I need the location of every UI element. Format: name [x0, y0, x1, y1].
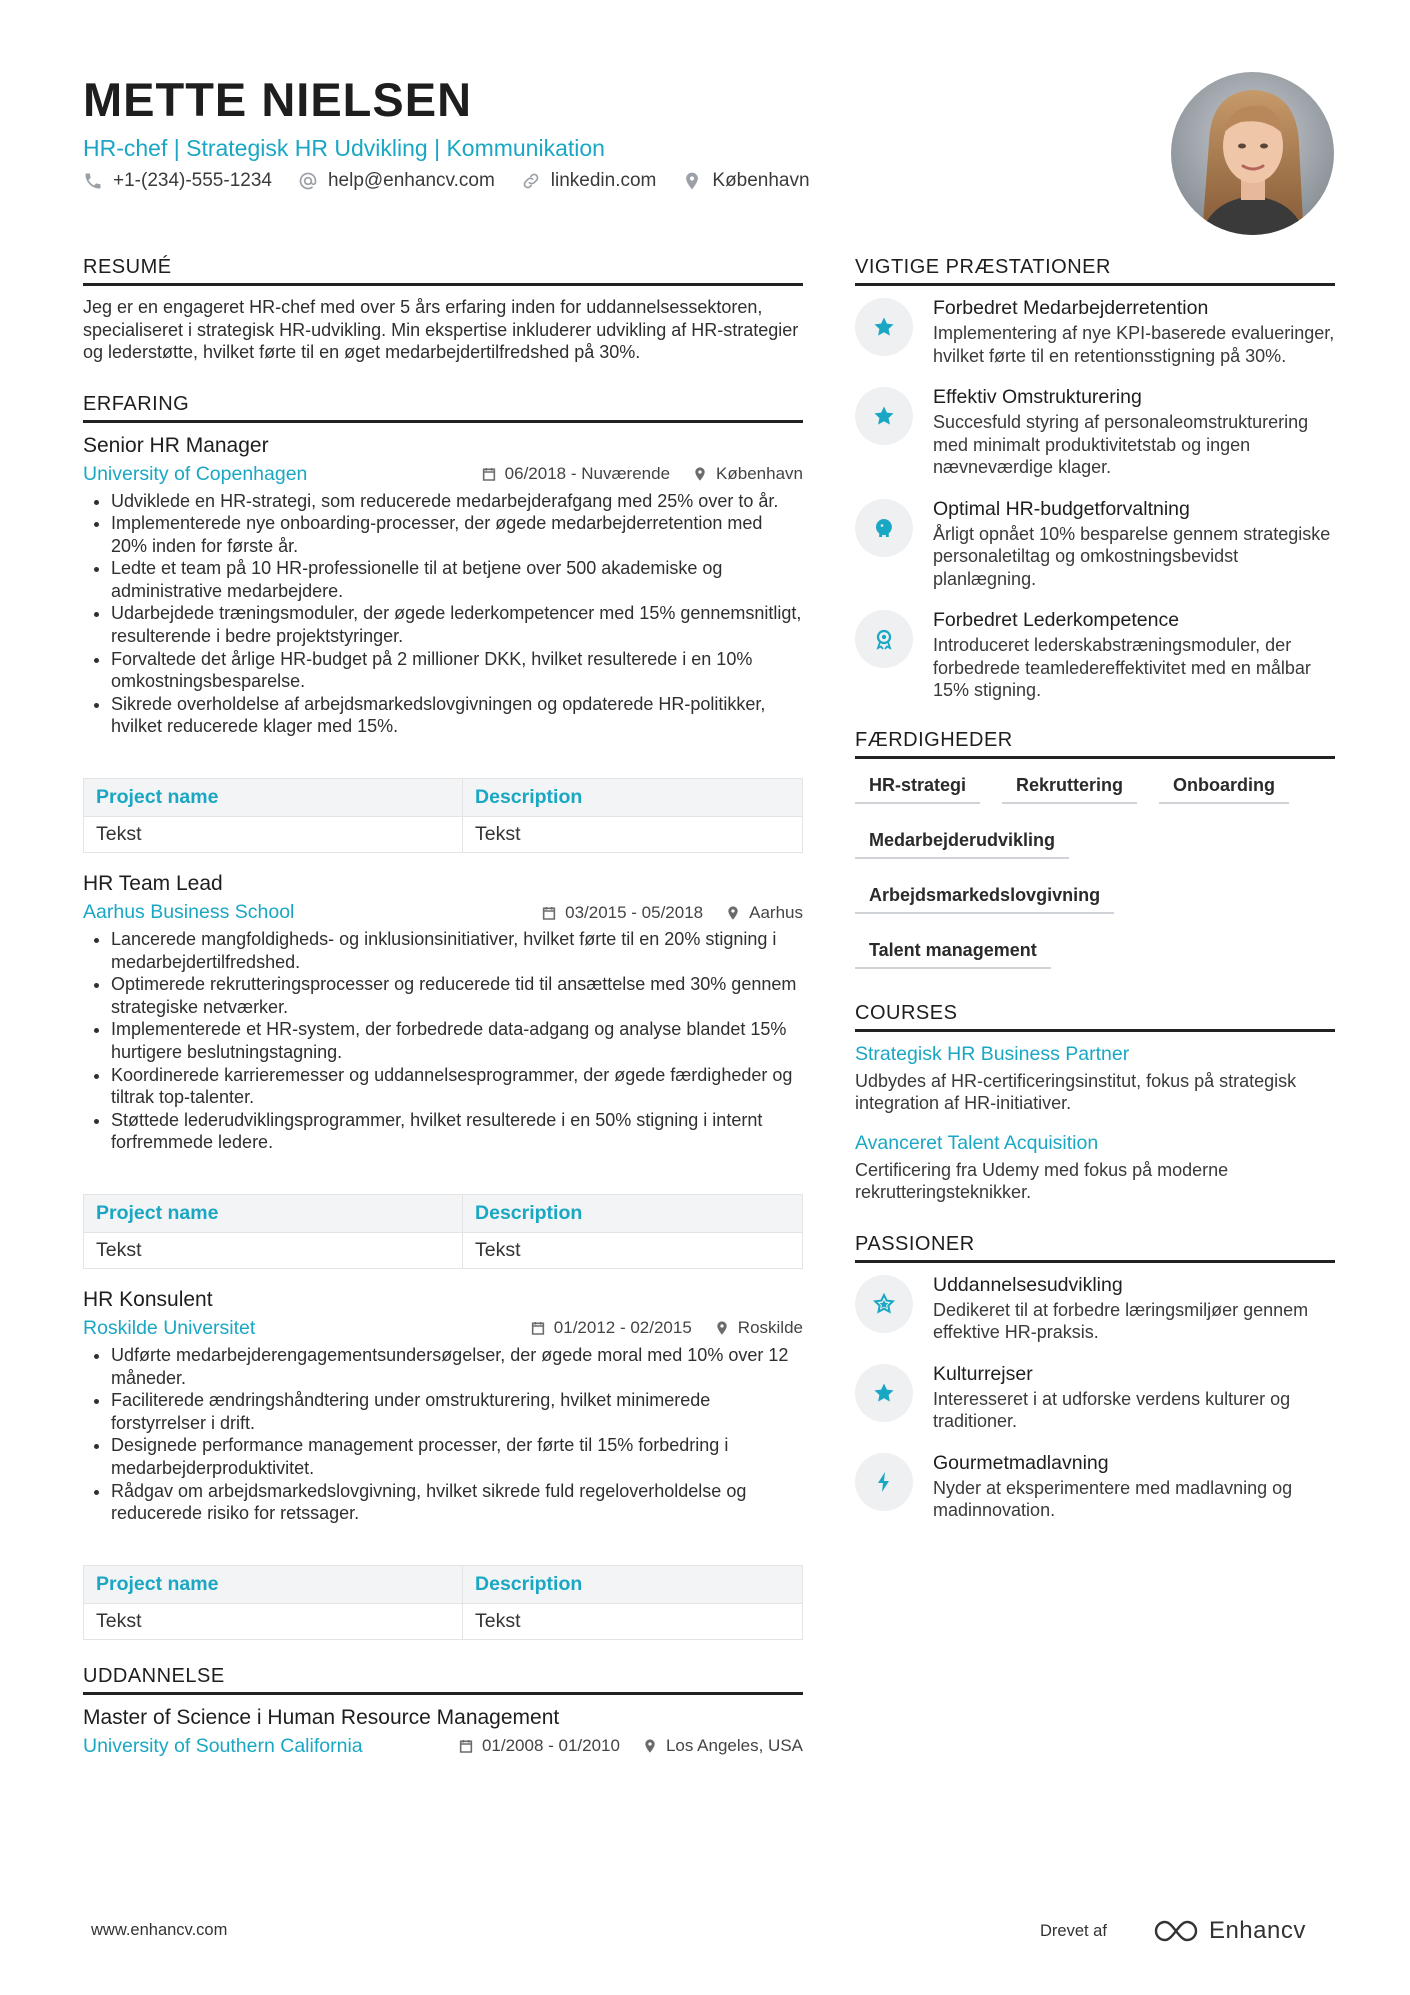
contact-location [682, 170, 809, 192]
passion-title: Kulturrejser [933, 1362, 1033, 1385]
map-pin-icon [642, 1738, 658, 1754]
experience-entry [83, 871, 803, 1269]
right-column [855, 255, 1335, 1540]
job-bullets [83, 490, 803, 739]
bullet: • Optimerede rekrutteringsprocesser og reducerede tid til ansættelse med 30% gennem strategiske netværker. [111, 973, 803, 1018]
candidate-name: METTE NIELSEN [83, 73, 473, 126]
star-outline-icon [872, 1292, 896, 1316]
experience-entry [83, 433, 803, 854]
job-dates: 03/2015 - 05/2018 [565, 902, 704, 922]
bullet: • Lancerede mangfoldigheds- og inklusionsinitiativer, hvilket førte til en 20% stigning i medarbejdertilfredshed. [111, 928, 803, 973]
table-cell: Tekst [84, 1232, 463, 1268]
contact-bar [83, 170, 1083, 192]
job-location: Aarhus [749, 902, 803, 922]
section-title-passions: PASSIONER [855, 1232, 1335, 1263]
job-location: Roskilde [737, 1318, 803, 1338]
summary-text: Jeg er en engageret HR-chef med over 5 års erfaring inden for uddannelsessektoren, specialiseret i strategisk HR-udvikling. Min ekspertise inkluderer udvikling af HR-strategier og lederstøtte, hvilket førte til en øget medarbejdertilfredshed på 30%. [83, 297, 799, 362]
passion-title: Gourmetmadlavning [933, 1451, 1109, 1474]
brand-logo[interactable] [1153, 1917, 1306, 1945]
section-title-skills: FÆRDIGHEDER [855, 728, 1335, 759]
map-pin-icon [725, 905, 741, 921]
passion-item [855, 1362, 1335, 1433]
calendar-icon [530, 1320, 546, 1336]
passion-desc: Dedikeret til at forbedre læringsmiljøer gennem effektive HR-praksis. [933, 1299, 1309, 1342]
achievement-title: Forbedret Lederkompetence [933, 609, 1180, 631]
achievement-item [855, 385, 1335, 479]
headline: HR-chef | Strategisk HR Udvikling | Kommunikation [83, 135, 605, 161]
powered-by-label: Drevet af [1040, 1921, 1107, 1940]
link-icon [521, 171, 541, 191]
at-icon [298, 171, 318, 191]
job-bullets [83, 928, 803, 1154]
calendar-icon [541, 905, 557, 921]
course-title[interactable]: Avanceret Talent Acquisition [855, 1131, 1099, 1154]
calendar-icon [481, 466, 497, 482]
job-bullets [83, 1344, 803, 1525]
project-table [83, 1194, 803, 1269]
header [83, 72, 1083, 192]
achievement-item [855, 497, 1335, 591]
passion-desc: Nyder at eksperimentere med madlavning og madinnovation. [933, 1477, 1293, 1520]
bullet: • Koordinerede karrieremesser og uddannelsesprogrammer, der øgede færdigheder og tiltrak top-talenter. [111, 1064, 803, 1109]
skills-list [855, 769, 1335, 989]
job-location: København [716, 464, 803, 483]
education-dates: 01/2008 - 01/2010 [481, 1736, 620, 1756]
education-entry [83, 1705, 803, 1758]
course-desc: Certificering fra Udemy med fokus på moderne rekrutteringsteknikker. [855, 1159, 1229, 1202]
table-cell: Tekst [463, 1232, 803, 1268]
email-text: help@enhancv.com [327, 170, 495, 191]
achievement-desc: Succesfuld styring af personaleomstrukturering med minimalt produktivitetstab og ingen nævneværdige klager. [933, 412, 1309, 477]
section-title-summary: RESUMÉ [83, 255, 803, 286]
table-cell: Tekst [463, 817, 803, 853]
skill-tag: Rekruttering [1002, 769, 1137, 804]
passion-title: Uddannelsesudvikling [933, 1273, 1123, 1296]
achievement-title: Effektiv Omstrukturering [933, 386, 1142, 408]
brand-name: Enhancv [1208, 1917, 1306, 1944]
skill-tag: Medarbejderudvikling [855, 824, 1069, 859]
course-item [855, 1131, 1335, 1204]
contact-linkedin[interactable] [521, 170, 657, 192]
school-link[interactable]: University of Southern California [83, 1734, 363, 1757]
table-cell: Tekst [84, 817, 463, 853]
achievement-item [855, 296, 1335, 367]
skill-tag: Onboarding [1159, 769, 1289, 804]
table-header: Description [463, 1194, 803, 1232]
job-dates: 06/2018 - Nuværende [504, 464, 671, 483]
left-column [83, 255, 803, 1758]
course-desc: Udbydes af HR-certificeringsinstitut, fokus på strategisk integration af HR-initiativer. [855, 1070, 1297, 1113]
employer-link[interactable]: University of Copenhagen [83, 462, 308, 485]
table-cell: Tekst [463, 1603, 803, 1639]
table-cell: Tekst [84, 1603, 463, 1639]
bullet: • Forvaltede det årlige HR-budget på 2 millioner DKK, hvilket resulterede i en 10% omkostningsbesparelse. [111, 648, 803, 693]
bullet: • Rådgav om arbejdsmarkedslovgivning, hvilket sikrede fuld regeloverholdelse og reducerede risiko for retssager. [111, 1480, 803, 1525]
course-item [855, 1042, 1335, 1115]
education-location: Los Angeles, USA [665, 1736, 803, 1756]
section-title-education: UDDANNELSE [83, 1664, 803, 1695]
phone-text: +1-(234)-555-1234 [113, 170, 272, 191]
enhancv-logo-icon [1153, 1918, 1199, 1944]
linkedin-text: linkedin.com [550, 170, 657, 191]
calendar-icon [458, 1738, 474, 1754]
section-title-courses: COURSES [855, 1001, 1335, 1032]
passion-item [855, 1451, 1335, 1522]
award-icon [872, 627, 896, 651]
bullet: • Ledte et team på 10 HR-professionelle til at betjene over 500 akademiske og administrative medarbejdere. [111, 557, 803, 602]
achievement-desc: Introduceret lederskabstræningsmoduler, der forbedrede teamledereffektivitet med en målbar 15% stigning. [933, 635, 1311, 700]
bullet: • Designede performance management processer, der førte til 15% forbedring i medarbejderproduktivitet. [111, 1434, 803, 1479]
lightning-icon [872, 1470, 896, 1494]
achievement-title: Forbedret Medarbejderretention [933, 297, 1209, 319]
bullet: • Støttede lederudviklingsprogrammer, hvilket resulterede i en 50% stigning i internt forfremmede ledere. [111, 1109, 803, 1154]
bullet: • Implementerede nye onboarding-processer, der øgede medarbejderretention med 20% inden for første år. [111, 512, 803, 557]
skill-tag: Talent management [855, 934, 1051, 969]
location-text: København [712, 170, 810, 191]
map-pin-icon [714, 1320, 730, 1336]
bullet: • Udførte medarbejderengagementsundersøgelser, der øgede moral med 10% over 12 måneder. [111, 1344, 803, 1389]
skill-tag: Arbejdsmarkedslovgivning [855, 879, 1114, 914]
phone-icon [83, 171, 103, 191]
map-pin-icon [692, 466, 708, 482]
achievement-title: Optimal HR-budgetforvaltning [933, 497, 1190, 520]
section-title-experience: ERFARING [83, 392, 803, 423]
project-table [83, 1565, 803, 1640]
experience-entry [83, 1287, 803, 1640]
table-header: Project name [84, 779, 463, 817]
job-title: HR Team Lead [83, 872, 223, 896]
star-icon [872, 404, 896, 428]
course-title[interactable]: Strategisk HR Business Partner [855, 1042, 1130, 1065]
passion-item [855, 1273, 1335, 1344]
section-title-achievements: VIGTIGE PRÆSTATIONER [855, 255, 1335, 286]
bullet: • Sikrede overholdelse af arbejdsmarkedslovgivningen og opdaterede HR-politikker, hvilket reducerede klager med 15%. [111, 693, 803, 738]
bullet: • Udarbejdede træningsmoduler, der øgede lederkompetencer med 15% gennemsnitligt, resulterende i bedre projektstyringer. [111, 602, 803, 647]
piggy-bank-icon [872, 516, 896, 540]
skill-tag: HR-strategi [855, 769, 980, 804]
footer-url[interactable]: www.enhancv.com [91, 1921, 228, 1939]
bullet: • Implementerede et HR-system, der forbedrede data-adgang og analyse blandet 15% hurtigere beslutningstagning. [111, 1018, 803, 1063]
profile-photo [1171, 72, 1334, 235]
project-table [83, 778, 803, 853]
employer-link[interactable]: Aarhus Business School [83, 901, 295, 924]
contact-email[interactable] [298, 170, 495, 192]
table-header: Description [463, 779, 803, 817]
star-icon [872, 315, 896, 339]
table-header: Description [463, 1565, 803, 1603]
contact-phone[interactable] [83, 170, 272, 192]
passion-desc: Interesseret i at udforske verdens kulturer og traditioner. [933, 1388, 1291, 1431]
employer-link[interactable]: Roskilde Universitet [83, 1316, 256, 1339]
achievement-desc: Implementering af nye KPI-baserede evalueringer, hvilket førte til en retentionsstigning på 30%. [933, 323, 1335, 366]
job-title: Senior HR Manager [83, 433, 269, 457]
achievement-desc: Årligt opnået 10% besparelse gennem strategiske personaletiltag og omkostningsbevidst planlægning. [933, 523, 1331, 589]
table-header: Project name [84, 1565, 463, 1603]
job-dates: 01/2012 - 02/2015 [553, 1318, 692, 1338]
table-header: Project name [84, 1194, 463, 1232]
job-title: HR Konsulent [83, 1287, 213, 1311]
bullet: • Udviklede en HR-strategi, som reducerede medarbejderafgang med 25% over to år. [111, 490, 803, 513]
footer-powered-by [1040, 1917, 1306, 1945]
star-icon [872, 1381, 896, 1405]
bullet: • Faciliterede ændringshåndtering under omstrukturering, hvilket minimerede forstyrrelser i drift. [111, 1389, 803, 1434]
achievement-item [855, 608, 1335, 702]
map-pin-icon [682, 171, 702, 191]
degree-title: Master of Science i Human Resource Management [83, 1705, 560, 1729]
